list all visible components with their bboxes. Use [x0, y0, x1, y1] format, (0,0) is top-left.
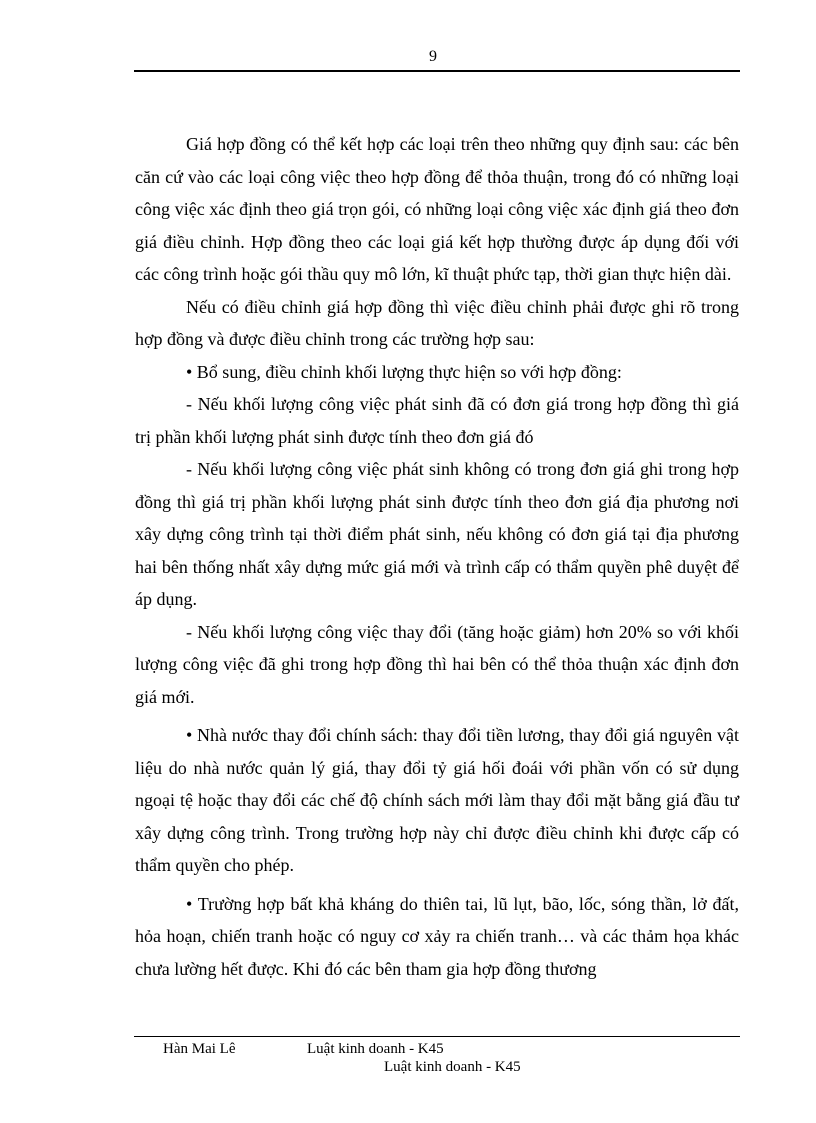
bullet-item: • Nhà nước thay đổi chính sách: thay đổi tiền lương, thay đổi giá nguyên vật liệu do nhà nước quản lý giá, thay đổi tỷ giá hối đoái với phần vốn có sử dụng ngoại tệ hoặc thay đổi các chế độ chính sách mới làm thay đổi mặt bằng giá đầu tư xây dựng công trình. Trong trường hợp này chỉ được điều chỉnh khi được cấp có thẩm quyền cho phép.: [135, 725, 739, 875]
dash-item: - Nếu khối lượng công việc phát sinh đã có đơn giá trong hợp đồng thì giá trị phần khối lượng phát sinh được tính theo đơn giá đó: [135, 394, 739, 447]
footer-course: Luật kinh doanh - K45: [307, 1041, 444, 1057]
bullet-item: • Trường hợp bất khả kháng do thiên tai, lũ lụt, bão, lốc, sóng thần, lở đất, hỏa hoạn, chiến tranh hoặc có nguy cơ xảy ra chiến tranh… và các thảm họa khác chưa lường hết được. Khi đó các bên tham gia hợp đồng thương: [135, 893, 739, 979]
page-number: 9: [429, 48, 437, 65]
dash-item: - Nếu khối lượng công việc phát sinh không có trong đơn giá ghi trong hợp đồng thì giá trị phần khối lượng phát sinh được tính theo đơn giá địa phương nơi xây dựng công trình tại thời điểm phát sinh, nếu không có đơn giá tại địa phương hai bên thống nhất xây dựng mức giá mới và trình cấp có thẩm quyền phê duyệt để áp dụng.: [135, 459, 739, 609]
paragraph: Nếu có điều chỉnh giá hợp đồng thì việc điều chỉnh phải được ghi rõ trong hợp đồng và được điều chỉnh trong các trường hợp sau:: [135, 296, 739, 349]
footer-course-repeat: Luật kinh doanh - K45: [384, 1059, 521, 1075]
body-text: [135, 128, 739, 985]
footer-author: Hàn Mai Lê: [163, 1041, 236, 1057]
dash-item: - Nếu khối lượng công việc thay đổi (tăng hoặc giảm) hơn 20% so với khối lượng công việc đã ghi trong hợp đồng thì hai bên có thể thỏa thuận xác định đơn giá mới.: [135, 621, 739, 707]
header-rule: [134, 70, 740, 72]
paragraph: Giá hợp đồng có thể kết hợp các loại trên theo những quy định sau: các bên căn cứ vào các loại công việc theo hợp đồng để thỏa thuận, trong đó có những loại công việc xác định theo giá trọn gói, có những loại công việc xác định giá theo đơn giá điều chỉnh. Hợp đồng theo các loại giá kết hợp thường được áp dụng đối với các công trình hoặc gói thầu quy mô lớn, kĩ thuật phức tạp, thời gian thực hiện dài.: [135, 134, 739, 284]
footer-rule: [134, 1036, 740, 1037]
bullet-item: • Bổ sung, điều chỉnh khối lượng thực hiện so với hợp đồng:: [186, 361, 622, 382]
